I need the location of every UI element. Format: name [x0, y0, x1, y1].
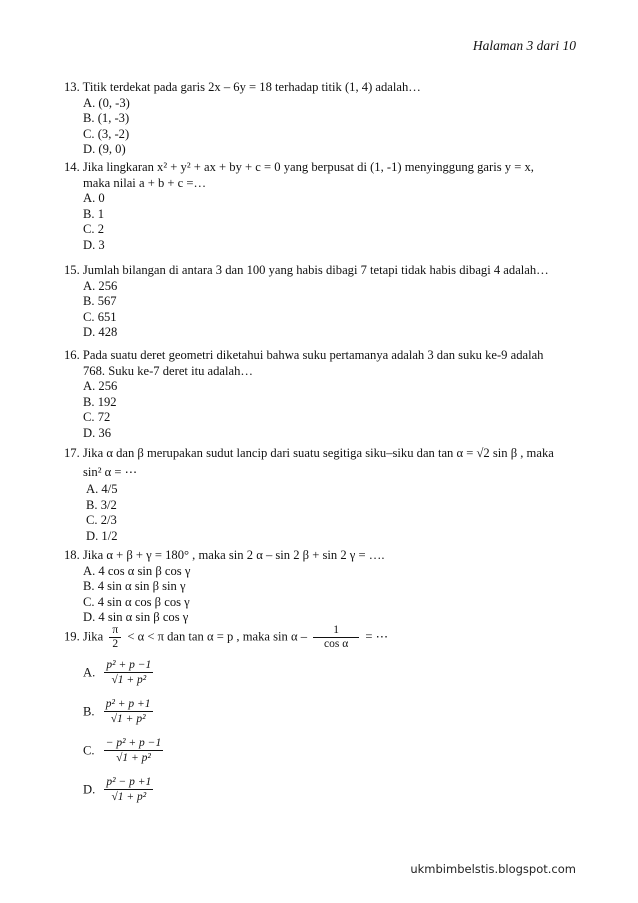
option-d: D. 36: [83, 425, 111, 440]
question-text: Jika: [82, 629, 104, 644]
option-c: C. 2: [83, 222, 104, 237]
question-text: Jumlah bilangan di antara 3 dan 100 yang habis dibagi 7 tetapi tidak habis dibagi 4 adalah…: [82, 263, 549, 277]
option-denominator: √1 + p²: [110, 713, 146, 725]
question-15: [64, 263, 579, 341]
option-b: [83, 698, 579, 737]
option-d: D. 428: [83, 325, 118, 340]
question-text: Jika lingkaran x² + y² + ax + by + c = 0 yang berpusat di (1, -1) menyinggung garis y = x,: [82, 160, 534, 174]
option-b: B. (1, -3): [83, 111, 130, 126]
question-number: 14.: [64, 160, 80, 174]
question-text: Titik terdekat pada garis 2x – 6y = 18 terhadap titik (1, 4) adalah…: [82, 80, 421, 94]
option-d: D. 1/2: [86, 528, 118, 543]
fraction-numerator: 1: [313, 624, 359, 638]
option-denominator: √1 + p²: [111, 674, 147, 686]
options-list: [83, 191, 579, 253]
options-list: [83, 379, 579, 441]
options-list: [83, 96, 579, 158]
option-a: A. 4 cos α sin β cos γ: [83, 563, 191, 578]
option-d: D. 4 sin α sin β cos γ: [83, 610, 189, 625]
option-label: D.: [83, 782, 96, 797]
options-list: [83, 564, 579, 626]
question-text-continued: 768. Suku ke-7 deret itu adalah…: [83, 363, 253, 378]
option-numerator: p² + p −1: [106, 659, 152, 671]
option-d: D. 3: [83, 237, 105, 252]
options-list: [86, 482, 579, 544]
option-a: [83, 659, 579, 698]
option-denominator: √1 + p²: [116, 752, 151, 764]
option-a: A. 256: [83, 379, 118, 394]
options-list: [83, 659, 579, 815]
question-14: [64, 160, 579, 254]
option-numerator: − p² + p −1: [105, 737, 162, 749]
question-17: [64, 446, 579, 545]
question-text-continued: maka nilai a + b + c =…: [83, 175, 207, 190]
option-c: C. 72: [83, 410, 111, 425]
option-a: A. (0, -3): [83, 95, 130, 110]
option-b: B. 192: [83, 394, 117, 409]
question-text-continued: sin² α = ⋯: [83, 464, 138, 479]
question-number: 15.: [64, 263, 80, 277]
option-numerator: p² − p +1: [106, 776, 152, 788]
option-c: C. 651: [83, 309, 117, 324]
footer-site: ukmbimbelstis.blogspot.com: [410, 862, 576, 876]
option-c: C. (3, -2): [83, 126, 130, 141]
question-number: 13.: [64, 80, 80, 94]
question-number: 17.: [64, 446, 80, 460]
option-b: B. 3/2: [86, 497, 117, 512]
question-number: 19.: [64, 629, 80, 644]
option-b: B. 567: [83, 294, 117, 309]
option-d: D. (9, 0): [83, 142, 126, 157]
question-13: [64, 80, 579, 158]
option-c: C. 2/3: [86, 513, 117, 528]
options-list: [83, 279, 579, 341]
option-c: [83, 737, 579, 776]
fraction-denominator: 2: [112, 638, 119, 650]
expression-fraction: [313, 624, 359, 651]
option-b: B. 4 sin α sin β sin γ: [83, 579, 186, 594]
question-number: 18.: [64, 548, 80, 562]
page-number-header: Halaman 3 dari 10: [472, 38, 576, 53]
option-label: A.: [83, 665, 96, 680]
option-a: A. 0: [83, 191, 105, 206]
option-numerator: p² + p +1: [105, 698, 151, 710]
option-a: A. 256: [83, 278, 118, 293]
question-18: [64, 548, 579, 626]
question-text: Jika α dan β merupakan sudut lancip dari suatu segitiga siku–siku dan tan α = √2 sin β , maka: [82, 446, 554, 460]
option-a: A. 4/5: [86, 482, 118, 497]
option-b: B. 1: [83, 206, 104, 221]
option-label: B.: [83, 704, 95, 719]
question-tail: = ⋯: [365, 629, 389, 644]
question-19: [64, 624, 579, 815]
option-d: [83, 776, 579, 815]
question-text: Jika α + β + γ = 180° , maka sin 2 α – sin 2 β + sin 2 γ = ….: [82, 548, 385, 562]
option-denominator: √1 + p²: [111, 791, 147, 803]
condition-fraction: [109, 624, 121, 651]
option-c: C. 4 sin α cos β cos γ: [83, 594, 190, 609]
fraction-denominator: cos α: [324, 638, 349, 650]
fraction-numerator: π: [109, 624, 121, 638]
question-number: 16.: [64, 348, 80, 362]
option-label: C.: [83, 743, 95, 758]
question-text: Pada suatu deret geometri diketahui bahwa suku pertamanya adalah 3 dan suku ke-9 adalah: [82, 348, 544, 362]
question-16: [64, 348, 579, 442]
question-condition: < α < π dan tan α = p , maka sin α –: [127, 629, 307, 644]
